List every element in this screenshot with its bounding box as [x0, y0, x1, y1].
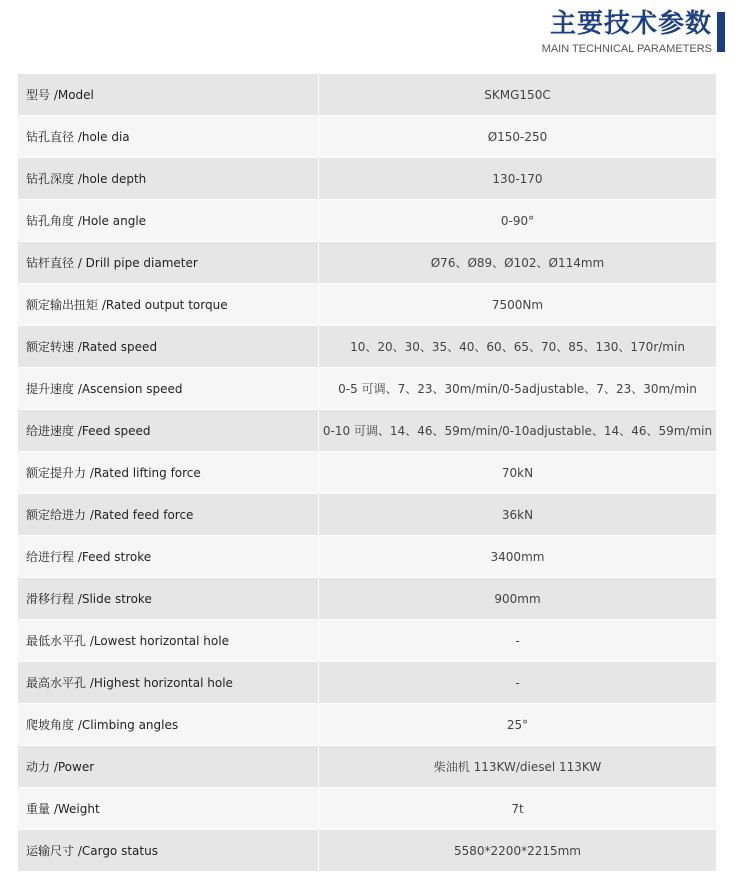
- spec-value: Ø76、Ø89、Ø102、Ø114mm: [319, 242, 717, 284]
- spec-label: 额定给进力 /Rated feed force: [18, 494, 319, 536]
- spec-label: 动力 /Power: [18, 746, 319, 788]
- table-row: [18, 830, 716, 872]
- table-row: [18, 662, 716, 704]
- spec-value: 3400mm: [319, 536, 717, 578]
- spec-label: 型号 /Model: [18, 74, 319, 116]
- spec-value: SKMG150C: [319, 74, 717, 116]
- table-row: [18, 578, 716, 620]
- spec-value: 0-90°: [319, 200, 717, 242]
- page-title: 主要技术参数: [549, 9, 712, 39]
- spec-value: Ø150-250: [319, 116, 717, 158]
- table-row: [18, 200, 716, 242]
- spec-value: 130-170: [319, 158, 717, 200]
- spec-label: 给进行程 /Feed stroke: [18, 536, 319, 578]
- table-row: [18, 452, 716, 494]
- spec-label: 额定提升力 /Rated lifting force: [18, 452, 319, 494]
- table-row: [18, 494, 716, 536]
- spec-label: 额定转速 /Rated speed: [18, 326, 319, 368]
- table-row: [18, 410, 716, 452]
- spec-label: 重量 /Weight: [18, 788, 319, 830]
- table-row: [18, 284, 716, 326]
- spec-value: 7t: [319, 788, 717, 830]
- spec-table-body: [18, 74, 716, 872]
- spec-value: 36kN: [319, 494, 717, 536]
- page-header: [542, 8, 712, 56]
- spec-value: -: [319, 662, 717, 704]
- table-row: [18, 116, 716, 158]
- table-row: [18, 788, 716, 830]
- page-subtitle: MAIN TECHNICAL PARAMETERS: [541, 43, 712, 55]
- spec-label: 最低水平孔 /Lowest horizontal hole: [18, 620, 319, 662]
- table-row: [18, 242, 716, 284]
- table-row: [18, 536, 716, 578]
- spec-value: 25°: [319, 704, 717, 746]
- spec-value: 0-5 可调、7、23、30m/min/0-5adjustable、7、23、30m/min: [319, 368, 717, 410]
- spec-value: 900mm: [319, 578, 717, 620]
- spec-label: 运输尺寸 /Cargo status: [18, 830, 319, 872]
- spec-value: -: [319, 620, 717, 662]
- spec-label: 爬坡角度 /Climbing angles: [18, 704, 319, 746]
- spec-label: 滑移行程 /Slide stroke: [18, 578, 319, 620]
- spec-label: 钻孔深度 /hole depth: [18, 158, 319, 200]
- spec-value: 0-10 可调、14、46、59m/min/0-10adjustable、14、46、59m/min: [319, 410, 717, 452]
- spec-label: 钻孔角度 /Hole angle: [18, 200, 319, 242]
- spec-label: 额定输出扭矩 /Rated output torque: [18, 284, 319, 326]
- spec-label: 钻杆直径 / Drill pipe diameter: [18, 242, 319, 284]
- table-row: [18, 74, 716, 116]
- table-row: [18, 158, 716, 200]
- table-row: [18, 326, 716, 368]
- spec-table: [18, 74, 716, 872]
- spec-value: 5580*2200*2215mm: [319, 830, 717, 872]
- spec-label: 钻孔直径 /hole dia: [18, 116, 319, 158]
- table-row: [18, 704, 716, 746]
- spec-label: 给进速度 /Feed speed: [18, 410, 319, 452]
- header-accent-bar: [717, 12, 725, 52]
- spec-value: 柴油机 113KW/diesel 113KW: [319, 746, 717, 788]
- spec-value: 7500Nm: [319, 284, 717, 326]
- spec-label: 提升速度 /Ascension speed: [18, 368, 319, 410]
- spec-label: 最高水平孔 /Highest horizontal hole: [18, 662, 319, 704]
- table-row: [18, 368, 716, 410]
- spec-value: 10、20、30、35、40、60、65、70、85、130、170r/min: [319, 326, 717, 368]
- table-row: [18, 620, 716, 662]
- table-row: [18, 746, 716, 788]
- spec-value: 70kN: [319, 452, 717, 494]
